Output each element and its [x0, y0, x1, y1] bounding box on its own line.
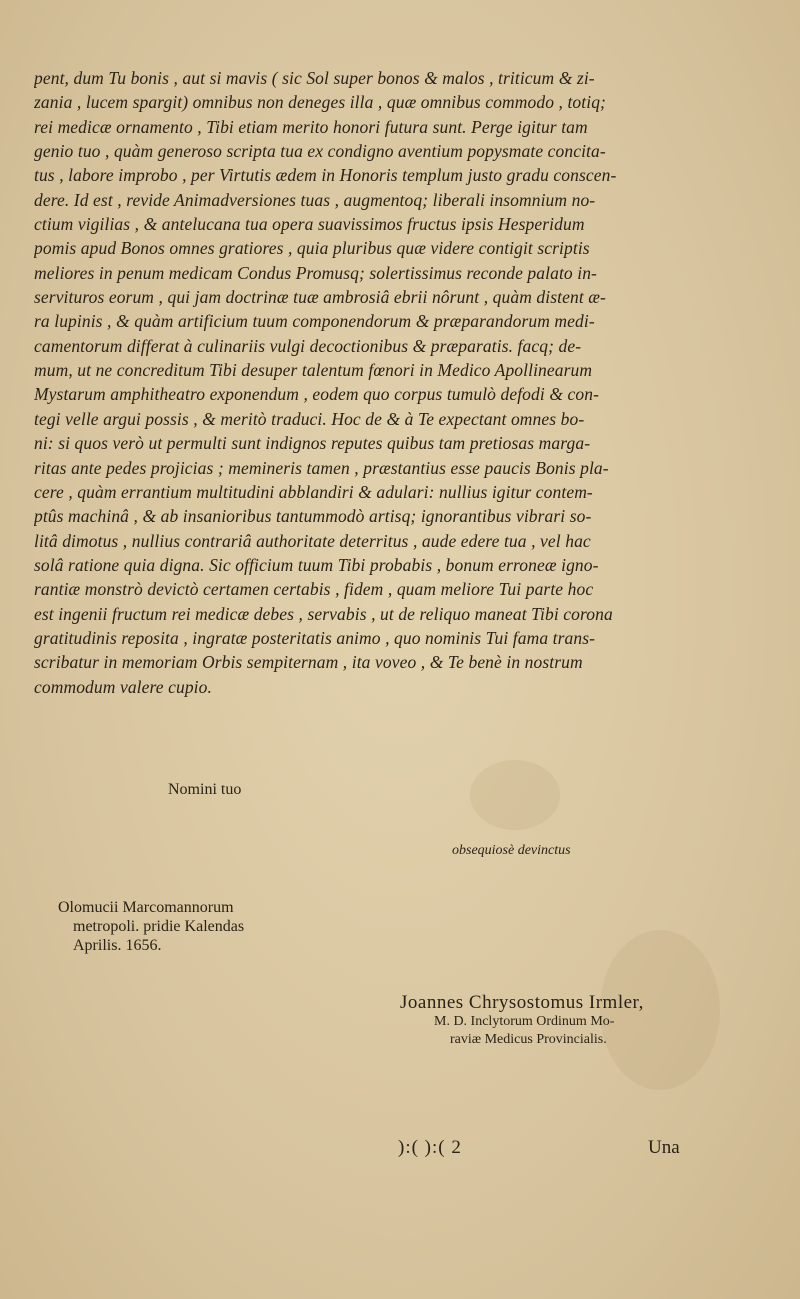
signature-title: M. D. Inclytorum Ordinum Mo- [434, 1014, 615, 1029]
salutation: Nomini tuo [168, 781, 242, 798]
body-line: camentorum differat à culinariis vulgi decoctionibus & præparatis. facq; de- [34, 335, 582, 356]
body-line: commodum valere cupio. [34, 676, 212, 697]
body-line: gratitudinis reposita , ingratæ posteritatis animo , quo nominis Tui fama trans- [34, 627, 596, 648]
body-line: ra lupinis , & quàm artificium tuum componendorum & præparandorum medi- [34, 311, 595, 332]
body-line: Mystarum amphitheatro exponendum , eodem quo corpus tumulò defodi & con- [34, 384, 600, 405]
letter-body [34, 66, 704, 699]
body-line: pomis apud Bonos omnes gratiores , quia pluribus quæ videre contigit scriptis [34, 238, 590, 259]
printer-signature-mark: ):( ):( 2 [398, 1137, 462, 1158]
paper-stain [470, 760, 560, 830]
body-line: dere. Id est , revide Animadversiones tuas , augmentoq; liberali insomnium no- [34, 189, 596, 210]
closing-phrase: obsequiosè devinctus [452, 843, 571, 858]
body-line: rantiæ monstrò devictò certamen certabis , fidem , quam meliore Tui parte hoc [34, 579, 594, 600]
signature-title: raviæ Medicus Provincialis. [450, 1032, 607, 1047]
signature-block [400, 993, 644, 1049]
place-line: metropoli. pridie Kalendas [73, 918, 245, 935]
body-line: ni: si quos verò ut permulti sunt indignos reputes quibus tam pretiosas marga- [34, 433, 591, 454]
body-line: rei medicæ ornamento , Tibi etiam merito honori futura sunt. Perge igitur tam [34, 116, 588, 137]
body-line: tegi velle argui possis , & meritò traduci. Hoc de & à Te expectant omnes bo- [34, 408, 585, 429]
body-line: tus , labore improbo , per Virtutis ædem in Honoris templum justo gradu conscen- [34, 165, 617, 186]
place-date [58, 898, 244, 955]
place-line: Olomucii Marcomannorum [58, 899, 234, 916]
body-line: ctium vigilias , & antelucana tua opera suavissimos fructus ipsis Hesperidum [34, 214, 585, 235]
body-line: solâ ratione quia digna. Sic officium tuum Tibi probabis , bonum erroneæ igno- [34, 554, 599, 575]
body-line: scribatur in memoriam Orbis sempiternam , ita voveo , & Te benè in nostrum [34, 652, 583, 673]
body-line: ptûs machinâ , & ab insanioribus tantummodò artisq; ignorantibus vibrari so- [34, 506, 592, 527]
signature-name: Joannes Chrysostomus Irmler, [400, 992, 644, 1013]
body-line: ritas ante pedes projicias ; memineris tamen , præstantius esse paucis Bonis pla- [34, 457, 609, 478]
place-line: Aprilis. 1656. [73, 937, 162, 954]
body-line: cere , quàm errantium multitudini abblandiri & adulari: nullius igitur contem- [34, 481, 593, 502]
body-line: litâ dimotus , nullius contrariâ authoritate deterritus , aude edere tua , vel hac [34, 530, 591, 551]
body-line: servituros eorum , qui jam doctrinæ tuæ ambrosiâ ebrii nôrunt , quàm distent æ- [34, 287, 606, 308]
body-line: mum, ut ne concreditum Tibi desuper talentum fœnori in Medico Apollinearum [34, 360, 593, 381]
body-line: meliores in penum medicam Condus Promusq; solertissimus reconde palato in- [34, 262, 597, 283]
body-line: zania , lucem spargit) omnibus non deneges illa , quæ omnibus commodo , totiq; [34, 92, 606, 113]
body-line: est ingenii fructum rei medicæ debes , servabis , ut de reliquo maneat Tibi corona [34, 603, 613, 624]
catchword: Una [648, 1137, 680, 1158]
body-line: genio tuo , quàm generoso scripta tua ex condigno aventium popysmate concita- [34, 141, 606, 162]
body-line: pent, dum Tu bonis , aut si mavis ( sic Sol super bonos & malos , triticum & zi- [34, 68, 595, 88]
